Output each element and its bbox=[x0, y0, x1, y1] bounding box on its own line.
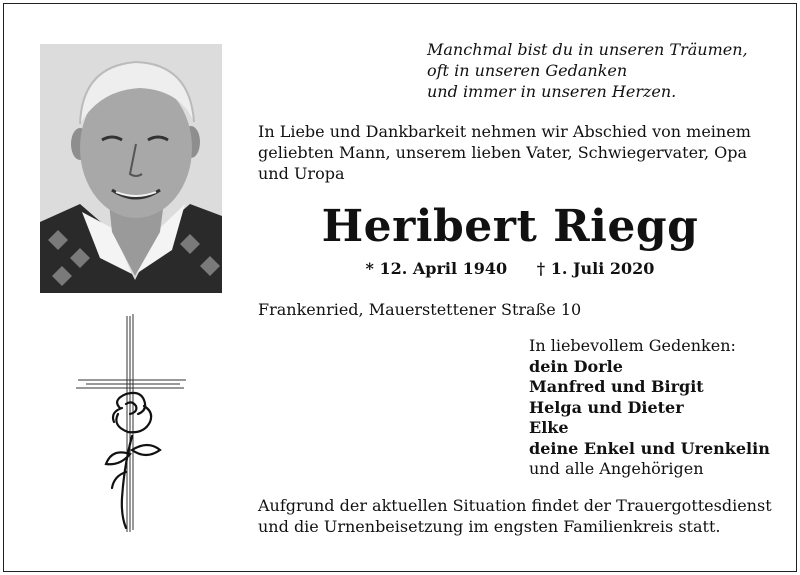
closing-text: Aufgrund der aktuellen Situation findet der Trauergottesdienst und die Urnenbeisetzung im engsten Familienkreis statt. bbox=[258, 496, 772, 536]
cross-rose-icon bbox=[74, 314, 190, 534]
life-dates bbox=[256, 258, 764, 280]
mourner-name: Manfred und Birgit bbox=[529, 377, 704, 396]
intro-text: In Liebe und Dankbarkeit nehmen wir Abschied von meinem geliebten Mann, unserem lieben Vater, Schwiegervater, Opa und Uropa bbox=[258, 122, 751, 183]
mourner-name: Helga und Dieter bbox=[529, 397, 684, 417]
portrait-photo bbox=[40, 44, 222, 293]
deceased-name: Heribert Riegg bbox=[321, 201, 699, 252]
mourners-list bbox=[529, 336, 770, 480]
poem-line: oft in unseren Gedanken bbox=[427, 61, 628, 80]
mourner-name: Elke bbox=[529, 418, 569, 437]
memorial-poem bbox=[427, 39, 748, 102]
mourner-name: deine Enkel und Urenkelin bbox=[529, 438, 770, 458]
mourners-heading: In liebevollem Gedenken: bbox=[529, 336, 736, 355]
birth-date: * 12. April 1940 bbox=[365, 259, 508, 278]
poem-line: und immer in unseren Herzen. bbox=[427, 82, 677, 101]
death-date: † 1. Juli 2020 bbox=[536, 259, 655, 278]
mourner-name: dein Dorle bbox=[529, 356, 623, 376]
poem-line: Manchmal bist du in unseren Träumen, bbox=[427, 40, 748, 59]
address: Frankenried, Mauerstettener Straße 10 bbox=[258, 300, 582, 319]
mourners-footer: und alle Angehörigen bbox=[529, 459, 704, 478]
